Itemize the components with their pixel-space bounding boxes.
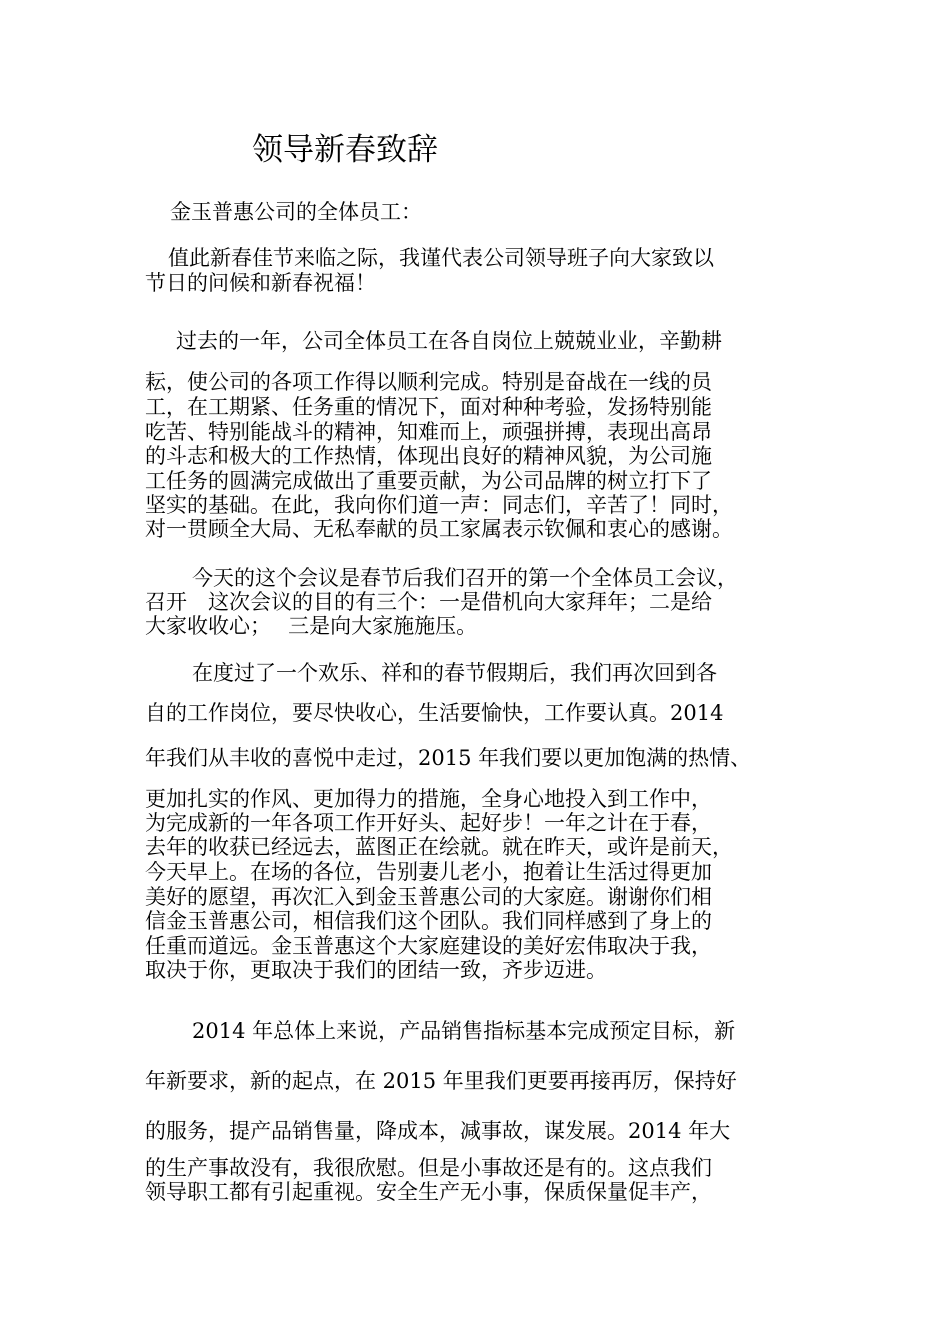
- document-title: 领导新春致辞: [252, 132, 438, 168]
- summary-line: 的生产事故没有，我很欣慰。但是小事故还是有的。这点我们: [145, 1156, 712, 1180]
- greeting-line: 值此新春佳节来临之际，我谨代表公司领导班子向大家致以: [168, 246, 714, 270]
- after-holiday-line: 为完成新的一年各项工作开好头、起好步！一年之计在于春，: [145, 811, 712, 835]
- after-holiday-line: 任重而道远。金玉普惠这个大家庭建设的美好宏伟取决于我，: [145, 934, 712, 958]
- after-holiday-line: 今天早上。在场的各位，告别妻儿老小，抱着让生活过得更加: [145, 860, 712, 884]
- after-holiday-line: 年我们从丰收的喜悦中走过，2015 年我们要以更加饱满的热情、: [145, 746, 752, 770]
- summary-line: 年新要求，新的起点，在 2015 年里我们更要再接再厉，保持好: [145, 1069, 737, 1093]
- past-year-line: 坚实的基础。在此，我向你们道一声：同志们，辛苦了！同时，: [145, 493, 733, 517]
- after-holiday-line: 取决于你，更取决于我们的团结一致，齐步迈进。: [145, 958, 607, 982]
- greeting-line: 节日的问候和新春祝福！: [145, 271, 376, 295]
- summary-line: 2014 年总体上来说，产品销售指标基本完成预定目标，新: [192, 1019, 736, 1043]
- past-year-line: 对一贯顾全大局、无私奉献的员工家属表示钦佩和衷心的感谢。: [145, 517, 733, 541]
- past-year-line: 工任务的圆满完成做出了重要贡献，为公司品牌的树立打下了: [145, 469, 712, 493]
- after-holiday-line: 去年的收获已经远去，蓝图正在绘就。就在昨天，或许是前天，: [145, 835, 733, 859]
- after-holiday-line: 更加扎实的作风、更加得力的措施，全身心地投入到工作中，: [145, 787, 712, 811]
- past-year-line: 吃苦、特别能战斗的精神，知难而上，顽强拼搏，表现出高昂: [145, 420, 712, 444]
- past-year-line: 过去的一年，公司全体员工在各自岗位上兢兢业业，辛勤耕: [176, 329, 722, 353]
- summary-line: 领导职工都有引起重视。安全生产无小事，保质保量促丰产，: [145, 1180, 712, 1204]
- after-holiday-line: 美好的愿望，再次汇入到金玉普惠公司的大家庭。谢谢你们相: [145, 885, 712, 909]
- meeting-purpose-line: 今天的这个会议是春节后我们召开的第一个全体员工会议，: [192, 566, 738, 590]
- after-holiday-line: 自的工作岗位，要尽快收心，生活要愉快，工作要认真。2014: [145, 701, 724, 725]
- past-year-line: 工，在工期紧、任务重的情况下，面对种种考验，发扬特别能: [145, 395, 712, 419]
- salutation: 金玉普惠公司的全体员工：: [170, 200, 422, 224]
- summary-line: 的服务，提产品销售量，降成本，减事故，谋发展。2014 年大: [145, 1119, 731, 1143]
- after-holiday-line: 在度过了一个欢乐、祥和的春节假期后，我们再次回到各: [192, 661, 717, 685]
- meeting-purpose-line: 召开 这次会议的目的有三个：一是借机向大家拜年；二是给: [145, 590, 712, 614]
- meeting-purpose-line: 大家收收心； 三是向大家施施压。: [145, 614, 478, 638]
- after-holiday-line: 信金玉普惠公司，相信我们这个团队。我们同样感到了身上的: [145, 909, 712, 933]
- past-year-line: 的斗志和极大的工作热情，体现出良好的精神风貌，为公司施: [145, 444, 712, 468]
- past-year-line: 耘，使公司的各项工作得以顺利完成。特别是奋战在一线的员: [145, 370, 712, 394]
